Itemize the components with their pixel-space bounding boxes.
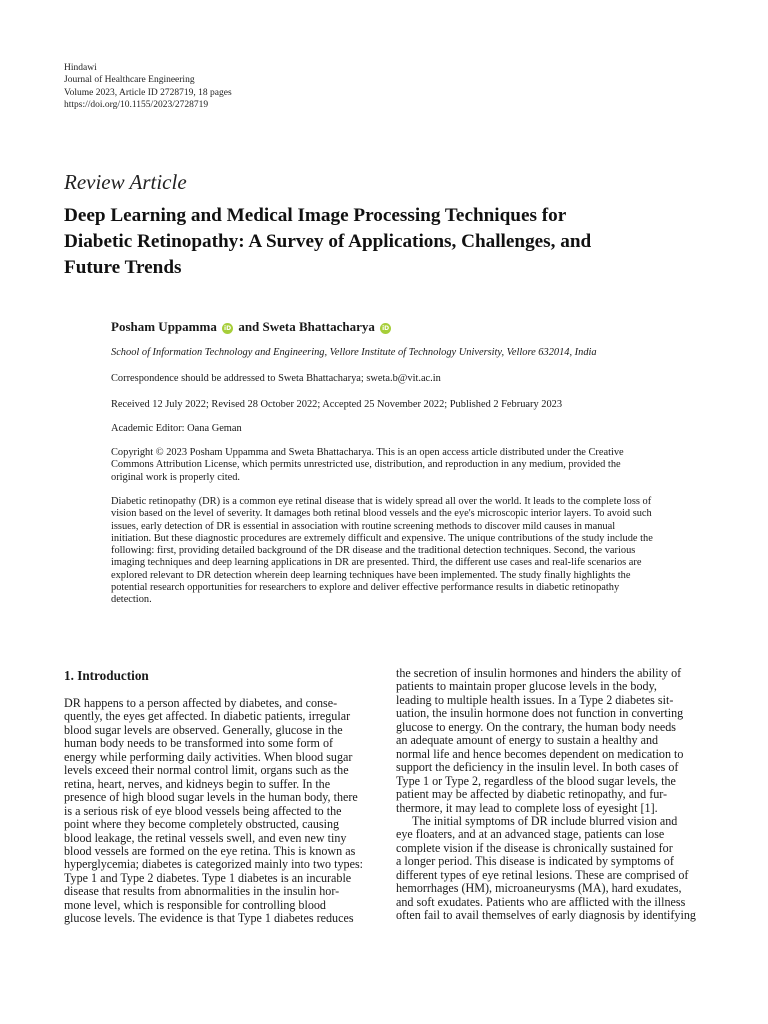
copyright-line: original work is properly cited.	[111, 471, 240, 483]
journal-header	[64, 62, 232, 111]
body-line: uation, the insulin hormone does not function in converting	[396, 706, 684, 721]
article-type: Review Article	[64, 170, 187, 194]
copyright-notice	[111, 447, 703, 484]
abstract-line: vision based on the level of severity. It damages both retinal blood vessels and the eye's microscopic interior layers. To avoid such	[111, 508, 652, 520]
title-line: Deep Learning and Medical Image Processing Techniques for	[64, 205, 567, 226]
body-line: normal life and hence becomes dependent on medication to	[396, 746, 684, 761]
body-line: quently, the eyes get affected. In diabetic patients, irregular	[64, 709, 351, 724]
body-line: support the deficiency in the insulin level. In both cases of	[396, 760, 679, 775]
body-line: and soft exudates. Patients who are afflicted with the illness	[396, 894, 686, 909]
abstract-line: issues, early detection of DR is essential in association with routine screening methods to discover mild causes in manual	[111, 520, 616, 532]
body-line: blood sugar levels are observed. Generally, glucose in the	[64, 722, 343, 737]
body-line: hemorrhages (HM), microaneurysms (MA), hard exudates,	[396, 881, 682, 896]
body-line: glucose levels. The evidence is that Type 1 diabetes reduces	[64, 911, 354, 926]
body-line: retina, heart, nerves, and kidneys begin to suffer. In the	[64, 776, 331, 791]
orcid-icon[interactable]: iD	[224, 325, 232, 332]
body-line: often fail to avail themselves of early diagnosis by identifying	[396, 908, 696, 923]
body-line: a longer period. This disease is indicated by symptoms of	[396, 854, 674, 869]
title-line: Future Trends	[64, 257, 182, 278]
abstract-line: Diabetic retinopathy (DR) is a common eye retinal disease that is widely spread all over the world. It leads to the complete loss of	[111, 496, 652, 507]
body-line: eye floaters, and at an advanced stage, patients can lose	[396, 827, 665, 842]
body-column-right	[396, 667, 704, 923]
copyright-line: Copyright © 2023 Posham Uppamma and Sweta Bhattacharya. This is an open access article distributed under the Creative	[111, 447, 624, 458]
body-line: complete vision if the disease is chronically sustained for	[396, 840, 673, 855]
article-title	[64, 203, 714, 281]
abstract-line: imaging techniques and deep learning applications in DR are presented. Third, the different use cases and real-life scenarios are	[111, 557, 642, 569]
body-line: leading to multiple health issues. In a Type 2 diabetes sit-	[396, 692, 674, 707]
body-line: hyperglycemia; diabetes is categorized mainly into two types:	[64, 857, 364, 872]
body-line: point where they become completely obstructed, causing	[64, 817, 340, 832]
body-line: thermore, it may lead to complete loss of eyesight [1].	[396, 800, 658, 815]
journal-name: Journal of Healthcare Engineering	[64, 75, 195, 86]
section-heading: 1. Introduction	[64, 668, 149, 683]
body-line: glucose to energy. On the contrary, the human body needs	[396, 719, 676, 734]
author-name: Posham Uppamma	[111, 319, 217, 334]
abstract-line: potential research opportunities for researchers to explore and deliver effective performance results in diabetic retinopathy	[111, 582, 620, 594]
body-line: presence of high blood sugar levels in the human body, there	[64, 790, 358, 805]
body-line: levels exceed their normal control limit, organs such as the	[64, 763, 349, 778]
author-list	[111, 319, 393, 335]
body-line: patient may be affected by diabetic retinopathy, and fur-	[396, 787, 668, 802]
abstract-line: initiation. But these diagnostic procedures are extremely difficult and expensive. The unique contributions of the study include the	[111, 532, 653, 544]
doi-link[interactable]: https://doi.org/10.1155/2023/2728719	[64, 99, 209, 110]
title-line: Diabetic Retinopathy: A Survey of Applications, Challenges, and	[64, 231, 592, 252]
body-line: is a serious risk of eye blood vessels being affected to the	[64, 803, 342, 818]
abstract	[111, 496, 703, 607]
body-line: blood vessels are formed on the eye retina. This is known as	[64, 843, 356, 858]
volume-info: Volume 2023, Article ID 2728719, 18 pages	[64, 87, 232, 98]
body-line: Type 1 or Type 2, regardless of the blood sugar levels, the	[396, 773, 676, 788]
academic-editor: Academic Editor: Oana Geman	[111, 423, 242, 434]
body-line: The initial symptoms of DR include blurred vision and	[412, 813, 678, 828]
author-name: Sweta Bhattacharya	[262, 319, 375, 334]
abstract-line: explored relevant to DR detection wherein deep learning techniques have been implemented. The study finally highlights the	[111, 569, 631, 581]
body-line: an adequate amount of energy to sustain a healthy and	[396, 733, 659, 748]
abstract-line: following: first, providing detailed background of the DR disease and the traditional detection techniques. Second, the various	[111, 545, 636, 557]
affiliation: School of Information Technology and Engineering, Vellore Institute of Technology University, Vellore 632014, India	[111, 347, 597, 358]
orcid-icon[interactable]: iD	[382, 325, 390, 332]
body-line: the secretion of insulin hormones and hinders the ability of	[396, 666, 682, 680]
body-line: patients to maintain proper glucose levels in the body,	[396, 679, 657, 694]
body-line: disease that results from abnormalities in the insulin hor-	[64, 884, 340, 899]
publisher-name: Hindawi	[64, 63, 97, 73]
abstract-line: detection.	[111, 594, 152, 606]
body-line: human body needs to be transformed into some form of	[64, 736, 334, 751]
body-line: different types of eye retinal lesions. These are comprised of	[396, 867, 689, 882]
body-line: Type 1 and Type 2 diabetes. Type 1 diabetes is an incurable	[64, 870, 352, 885]
body-line: DR happens to a person affected by diabetes, and conse-	[64, 696, 338, 710]
author-conjunction: and	[238, 319, 260, 334]
copyright-line: Commons Attribution License, which permits unrestricted use, distribution, and reproduction in any medium, provided the	[111, 459, 621, 471]
body-line: blood leakage, the retinal vessels swell, and even new tiny	[64, 830, 347, 845]
body-column-left	[64, 697, 382, 926]
body-line: mone level, which is responsible for controlling blood	[64, 897, 326, 912]
publication-dates: Received 12 July 2022; Revised 28 October 2022; Accepted 25 November 2022; Published 2 February 2023	[111, 399, 563, 410]
body-line: energy while performing daily activities. When blood sugar	[64, 749, 353, 764]
correspondence: Correspondence should be addressed to Sweta Bhattacharya; sweta.b@vit.ac.in	[111, 373, 441, 384]
